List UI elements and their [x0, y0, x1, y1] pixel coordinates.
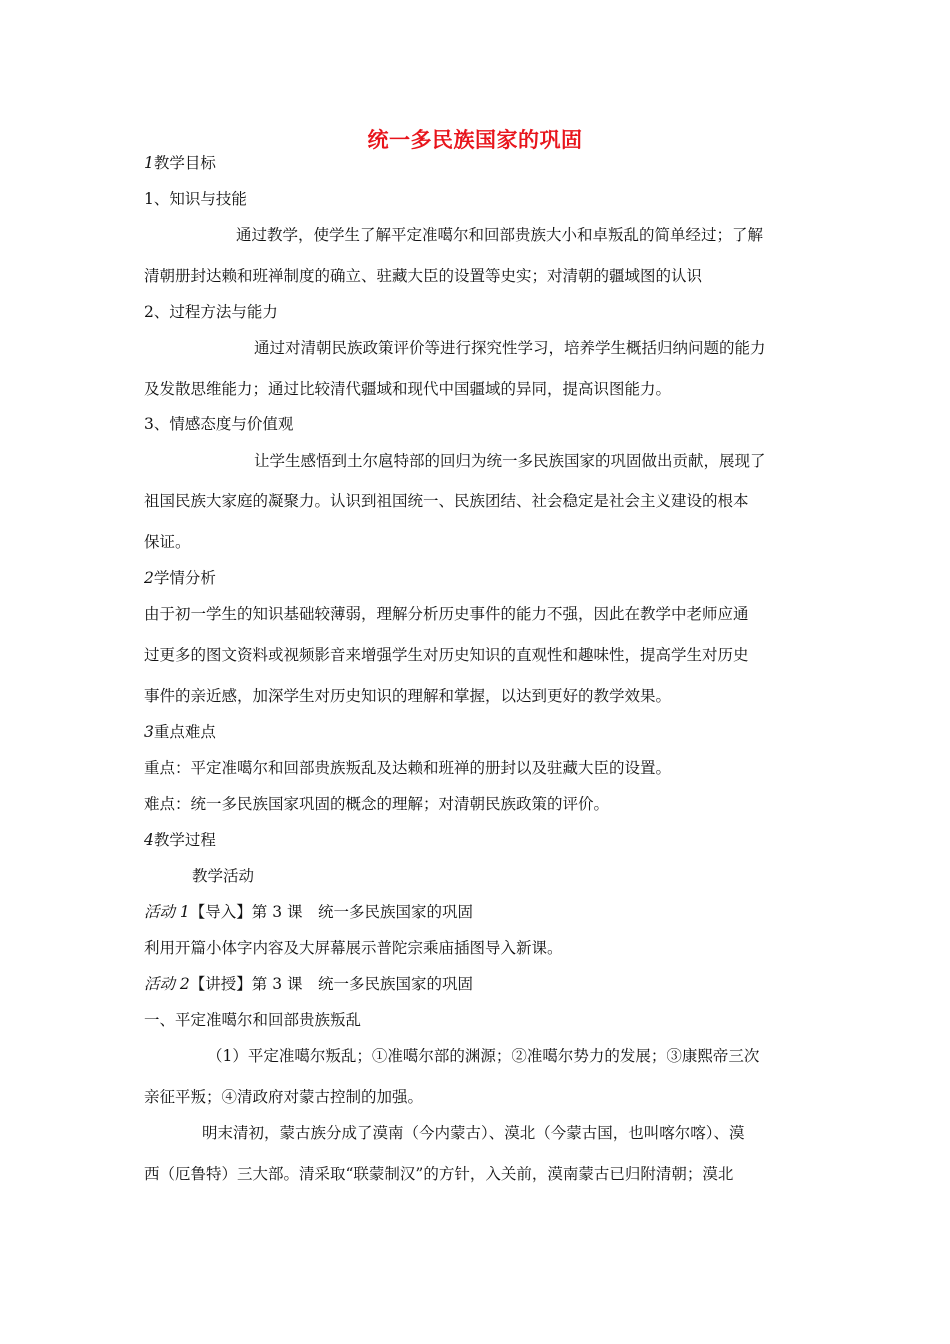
paragraph-line: 通过对清朝民族政策评价等进行探究性学习，培养学生概括归纳问题的能力	[254, 339, 766, 357]
paragraph-line: 事件的亲近感，加深学生对历史知识的理解和掌握，以达到更好的教学效果。	[144, 687, 672, 705]
paragraph-line: 通过教学，使学生了解平定准噶尔和回部贵族大小和卓叛乱的简单经过；了解	[236, 226, 764, 244]
paragraph-line: 祖国民族大家庭的凝聚力。认识到祖国统一、民族团结、社会稳定是社会主义建设的根本	[144, 492, 749, 510]
activity-2-heading	[144, 974, 473, 994]
activity-label: 活动 2	[144, 975, 190, 993]
section-label: 教学过程	[153, 831, 216, 849]
part-heading: 一、平定准噶尔和回部贵族叛乱	[144, 1011, 362, 1029]
document-title: 统一多民族国家的巩固	[367, 127, 583, 152]
section-number: 1	[144, 154, 154, 172]
section-number: 4	[144, 831, 154, 849]
section-heading-keypoints	[144, 722, 216, 742]
section-heading-objectives	[144, 153, 216, 173]
activity-1-description: 利用开篇小体字内容及大屏幕展示普陀宗乘庙插图导入新课。	[144, 939, 563, 957]
section-label: 教学目标	[153, 154, 216, 172]
paragraph-line: 西（厄鲁特）三大部。清采取“联蒙制汉”的方针，入关前，漠南蒙古已归附清朝；漠北	[144, 1165, 734, 1183]
activity-title: 【讲授】第 3 课 统一多民族国家的巩固	[189, 975, 474, 993]
subheading-process: 2、过程方法与能力	[144, 303, 278, 321]
section-heading-analysis	[144, 568, 216, 588]
paragraph-line: 由于初一学生的知识基础较薄弱，理解分析历史事件的能力不强，因此在教学中老师应通	[144, 605, 749, 623]
paragraph-line: 过更多的图文资料或视频影音来增强学生对历史知识的直观性和趣味性，提高学生对历史	[144, 646, 749, 664]
section-number: 2	[144, 569, 154, 587]
activity-title: 【导入】第 3 课 统一多民族国家的巩固	[189, 903, 474, 921]
paragraph-line: 保证。	[144, 533, 191, 551]
section-number: 3	[144, 723, 154, 741]
activity-1-heading	[144, 902, 473, 922]
key-point-text: 重点：平定准噶尔和回部贵族叛乱及达赖和班禅的册封以及驻藏大臣的设置。	[144, 759, 672, 777]
difficult-point-text: 难点：统一多民族国家巩固的概念的理解；对清朝民族政策的评价。	[144, 795, 610, 813]
section-label: 重点难点	[153, 723, 216, 741]
activities-heading: 教学活动	[192, 867, 255, 885]
subheading-knowledge: 1、知识与技能	[144, 190, 247, 208]
section-heading-process	[144, 830, 216, 850]
paragraph-line: 亲征平叛；④清政府对蒙古控制的加强。	[144, 1088, 424, 1106]
subheading-attitude: 3、情感态度与价值观	[144, 415, 294, 433]
paragraph-line: 及发散思维能力；通过比较清代疆域和现代中国疆域的异同，提高识图能力。	[144, 380, 672, 398]
activity-label: 活动 1	[144, 903, 190, 921]
paragraph-line: （1）平定准噶尔叛乱；①准噶尔部的渊源；②准噶尔势力的发展；③康熙帝三次	[207, 1047, 760, 1065]
paragraph-line: 明末清初，蒙古族分成了漠南（今内蒙古）、漠北（今蒙古国，也叫喀尔喀）、漠	[202, 1124, 745, 1142]
section-label: 学情分析	[153, 569, 216, 587]
paragraph-line: 让学生感悟到土尔扈特部的回归为统一多民族国家的巩固做出贡献，展现了	[254, 452, 766, 470]
paragraph-line: 清朝册封达赖和班禅制度的确立、驻藏大臣的设置等史实；对清朝的疆域图的认识	[144, 267, 703, 285]
